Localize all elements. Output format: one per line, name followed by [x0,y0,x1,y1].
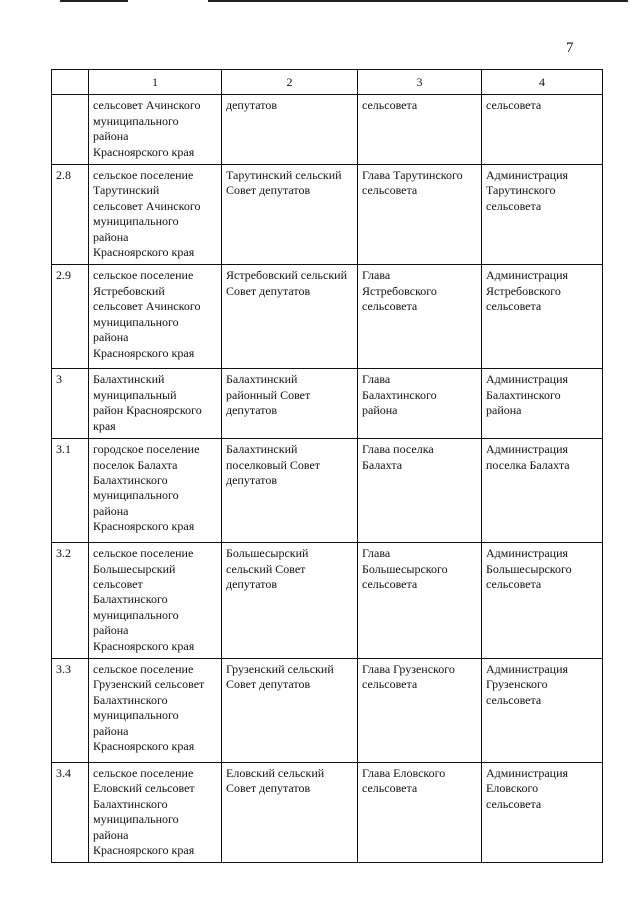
council-cell [222,762,358,862]
municipality-cell-text: сельское поселение Еловский сельсовет Балахтинского муниципального района Красноярского края [93,765,195,857]
municipality-cell [89,658,222,762]
administration-cell-text: Администрация Балахтинского района [486,372,569,418]
head-cell [358,369,482,439]
municipality-cell-text: сельское поселение Грузенский сельсовет Балахтинского муниципального района Красноярского края [93,661,205,753]
municipality-cell [89,762,222,862]
head-cell [358,265,482,369]
council-cell-text: Большесырский сельский Совет депутатов [226,546,309,591]
row-number-cell-text: 3.1 [56,442,71,457]
head-cell-text: сельсовета [362,98,418,113]
administration-cell-text: сельсовета [486,98,542,113]
header-cell-2: 2 [222,70,358,95]
data-table [51,69,603,863]
table-row [52,658,603,762]
administration-cell [482,95,603,165]
council-cell [222,658,358,762]
table-row [52,369,603,439]
municipality-cell-text: сельское поселение Тарутинский сельсовет Ачинского муниципального района Красноярского края [93,168,201,260]
header-cell-1: 1 [89,70,222,95]
administration-cell [482,165,603,265]
council-cell-text: Еловский сельский Совет депутатов [226,765,325,796]
municipality-cell [89,543,222,659]
table-row [52,165,603,265]
council-cell-text: Балахтинский районный Совет депутатов [226,372,311,418]
table-row [52,265,603,369]
administration-cell [482,439,603,543]
municipality-cell [89,165,222,265]
head-cell [358,762,482,862]
table-row [52,762,603,862]
municipality-cell [89,265,222,369]
row-number-cell-text: 3.2 [56,546,71,561]
head-cell [358,658,482,762]
head-cell-text: Глава Грузенского сельсовета [362,661,455,692]
council-cell [222,369,358,439]
table-row [52,439,603,543]
row-number-cell [52,95,89,165]
council-cell-text: Тарутинский сельский Совет депутатов [226,168,342,198]
administration-cell-text: Администрация Большесырского сельсовета [486,546,572,591]
row-number-cell-text: 2.8 [56,168,71,183]
council-cell [222,543,358,659]
municipality-cell [89,439,222,543]
row-number-cell-text: 3 [56,372,62,387]
municipality-cell-text: городское поселение поселок Балахта Балахтинского муниципального района Красноярского края [93,442,200,534]
header-cell-4: 4 [482,70,603,95]
administration-cell-text: Администрация Тарутинского сельсовета [486,168,569,213]
table-row [52,95,603,165]
council-cell-text: Ястребовский сельский Совет депутатов [226,268,348,298]
council-cell [222,165,358,265]
row-number-cell [52,543,89,659]
head-cell [358,95,482,165]
head-cell-text: Глава Тарутинского сельсовета [362,168,463,198]
scan-top-edge-line [208,0,628,2]
municipality-cell [89,95,222,165]
row-number-cell [52,369,89,439]
head-cell [358,439,482,543]
head-cell [358,543,482,659]
scan-top-edge-line [60,0,128,2]
row-number-cell [52,265,89,369]
header-cell-3: 3 [358,70,482,95]
administration-cell [482,762,603,862]
row-number-cell-text: 3.4 [56,765,71,780]
council-cell [222,265,358,369]
row-number-cell [52,762,89,862]
header-cell-number [52,70,89,95]
head-cell-text: Глава Еловского сельсовета [362,765,446,796]
administration-cell [482,543,603,659]
municipality-cell-text: Балахтинский муниципальный район Красноярского края [93,372,202,433]
municipality-cell-text: сельское поселение Большесырский сельсовет Балахтинского муниципального района Красноярского края [93,546,195,653]
council-cell-text: Грузенский сельский Совет депутатов [226,661,334,692]
head-cell-text: Глава Балахтинского района [362,372,437,418]
administration-cell-text: Администрация Ястребовского сельсовета [486,268,569,314]
table-row [52,543,603,659]
head-cell-text: Глава поселка Балахта [362,442,434,472]
council-cell [222,95,358,165]
administration-cell [482,369,603,439]
row-number-cell [52,439,89,543]
row-number-cell [52,165,89,265]
municipality-cell [89,369,222,439]
row-number-cell [52,658,89,762]
council-cell-text: депутатов [226,98,278,113]
administration-cell-text: Администрация Грузенского сельсовета [486,661,569,707]
head-cell [358,165,482,265]
administration-cell-text: Администрация поселка Балахта [486,442,570,472]
table-header-row [52,70,603,95]
council-cell-text: Балахтинский поселковый Совет депутатов [226,442,321,487]
council-cell [222,439,358,543]
administration-cell [482,658,603,762]
head-cell-text: Глава Ястребовского сельсовета [362,268,437,314]
page-number: 7 [566,40,574,56]
municipality-cell-text: сельсовет Ачинского муниципального района Красноярского края [93,98,201,159]
row-number-cell-text: 3.3 [56,661,71,676]
head-cell-text: Глава Большесырского сельсовета [362,546,448,591]
administration-cell [482,265,603,369]
municipality-cell-text: сельское поселение Ястребовский сельсовет Ачинского муниципального района Красноярского края [93,268,201,360]
row-number-cell-text: 2.9 [56,268,71,283]
administration-cell-text: Администрация Еловского сельсовета [486,765,569,811]
